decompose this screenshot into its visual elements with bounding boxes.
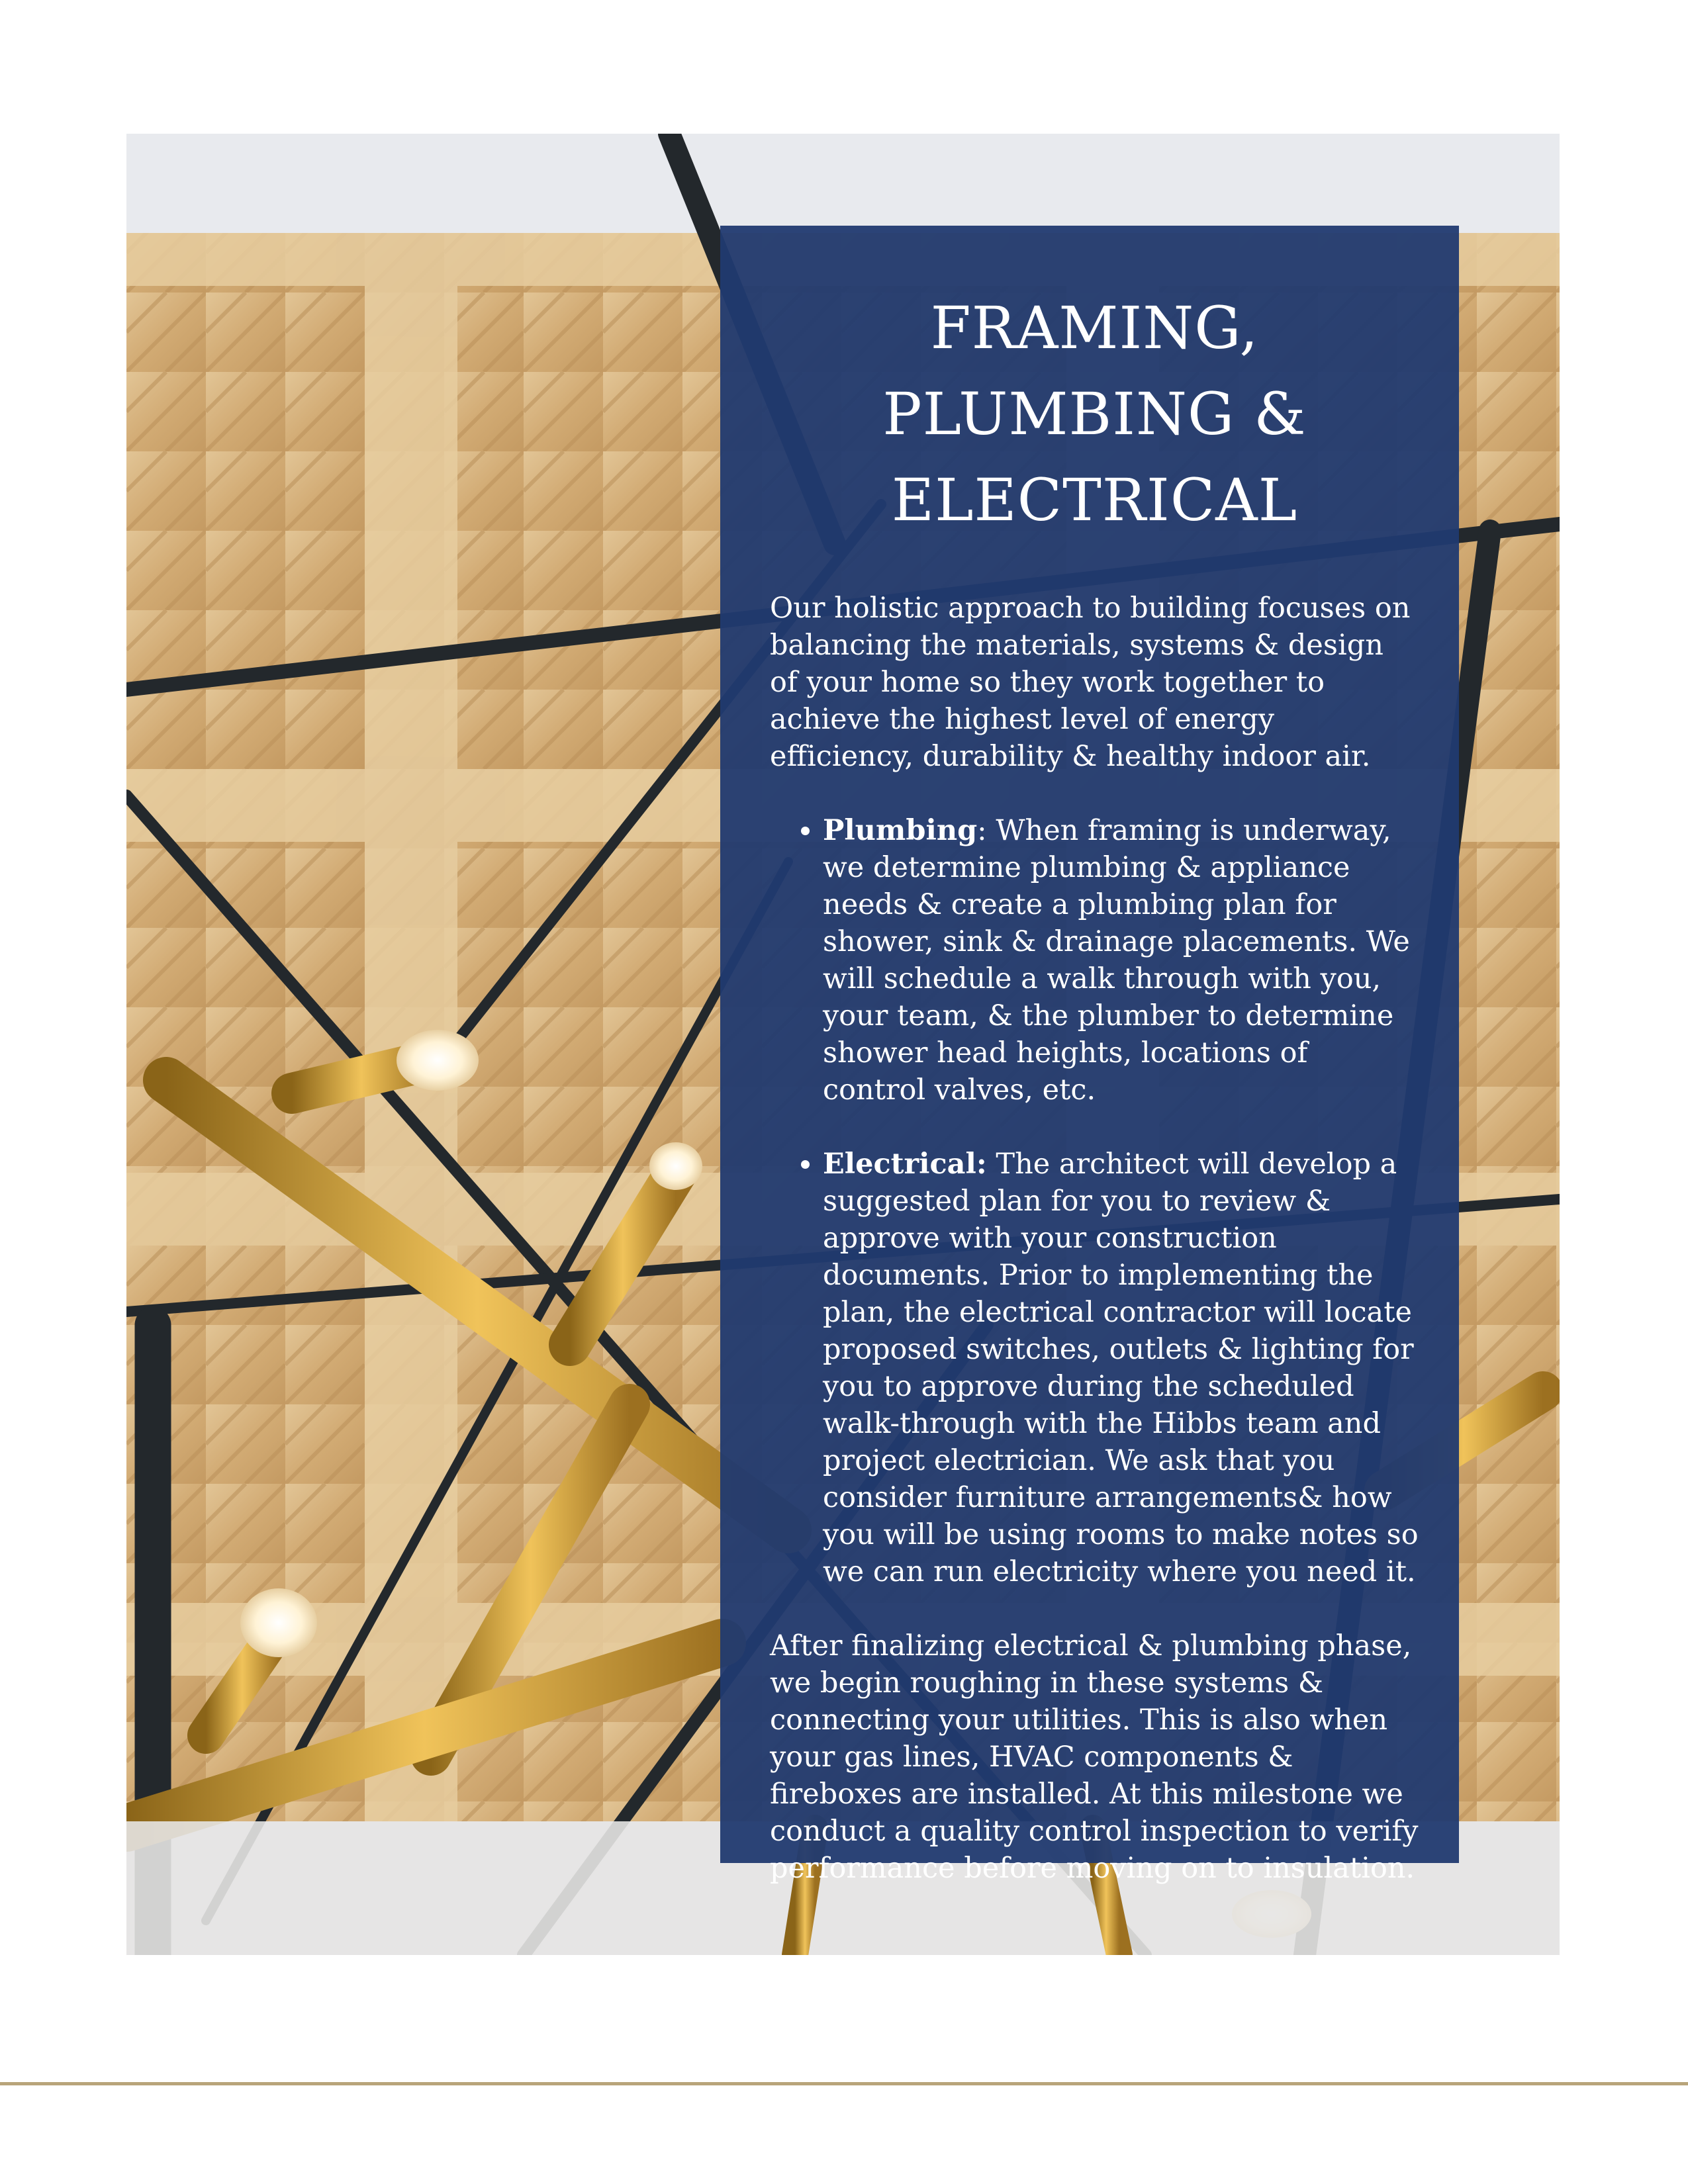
page-title: FRAMING, PLUMBING & ELECTRICAL [882, 294, 1307, 534]
closing-paragraph: After finalizing electrical & plumbing phase, we begin roughing in these systems & connecting your utilities. This is also when your gas lines, HVAC components & fireboxes are installed. At this milestone we conduct a quality control inspection to verify performance before moving on to insulation. [770, 1629, 1419, 1885]
content-panel [720, 226, 1459, 1885]
footer-divider [0, 2082, 1688, 2085]
intro-paragraph: Our holistic approach to building focuses on balancing the materials, systems & design of your home so they work together to achieve the highest level of energy efficiency, durability & healthy indoor air. [770, 592, 1411, 773]
list-item-plumbing [823, 812, 1419, 1109]
bullet-text-electrical: The architect will develop a suggested plan for you to review & approve with your construction documents. Prior to implementing the plan, the electrical contractor will locate proposed switches, outlets & lighting for you to approve during the scheduled walk-through with the Hibbs team and project electrician. We ask that you consider furniture arrangements& how you will be using rooms to make notes so we can run electricity where you need it. [823, 1148, 1419, 1588]
bullet-text-plumbing: : When framing is underway, we determine plumbing & appliance needs & create a plumbing plan for shower, sink & drainage placements. We will schedule a walk through with you, your team, & the plumber to determine shower head heights, locations of control valves, etc. [823, 814, 1410, 1107]
list-item-electrical [823, 1146, 1419, 1590]
bullet-label-plumbing: Plumbing [823, 814, 978, 847]
bullet-label-electrical: Electrical: [823, 1148, 987, 1181]
bullet-list [770, 812, 1419, 1590]
